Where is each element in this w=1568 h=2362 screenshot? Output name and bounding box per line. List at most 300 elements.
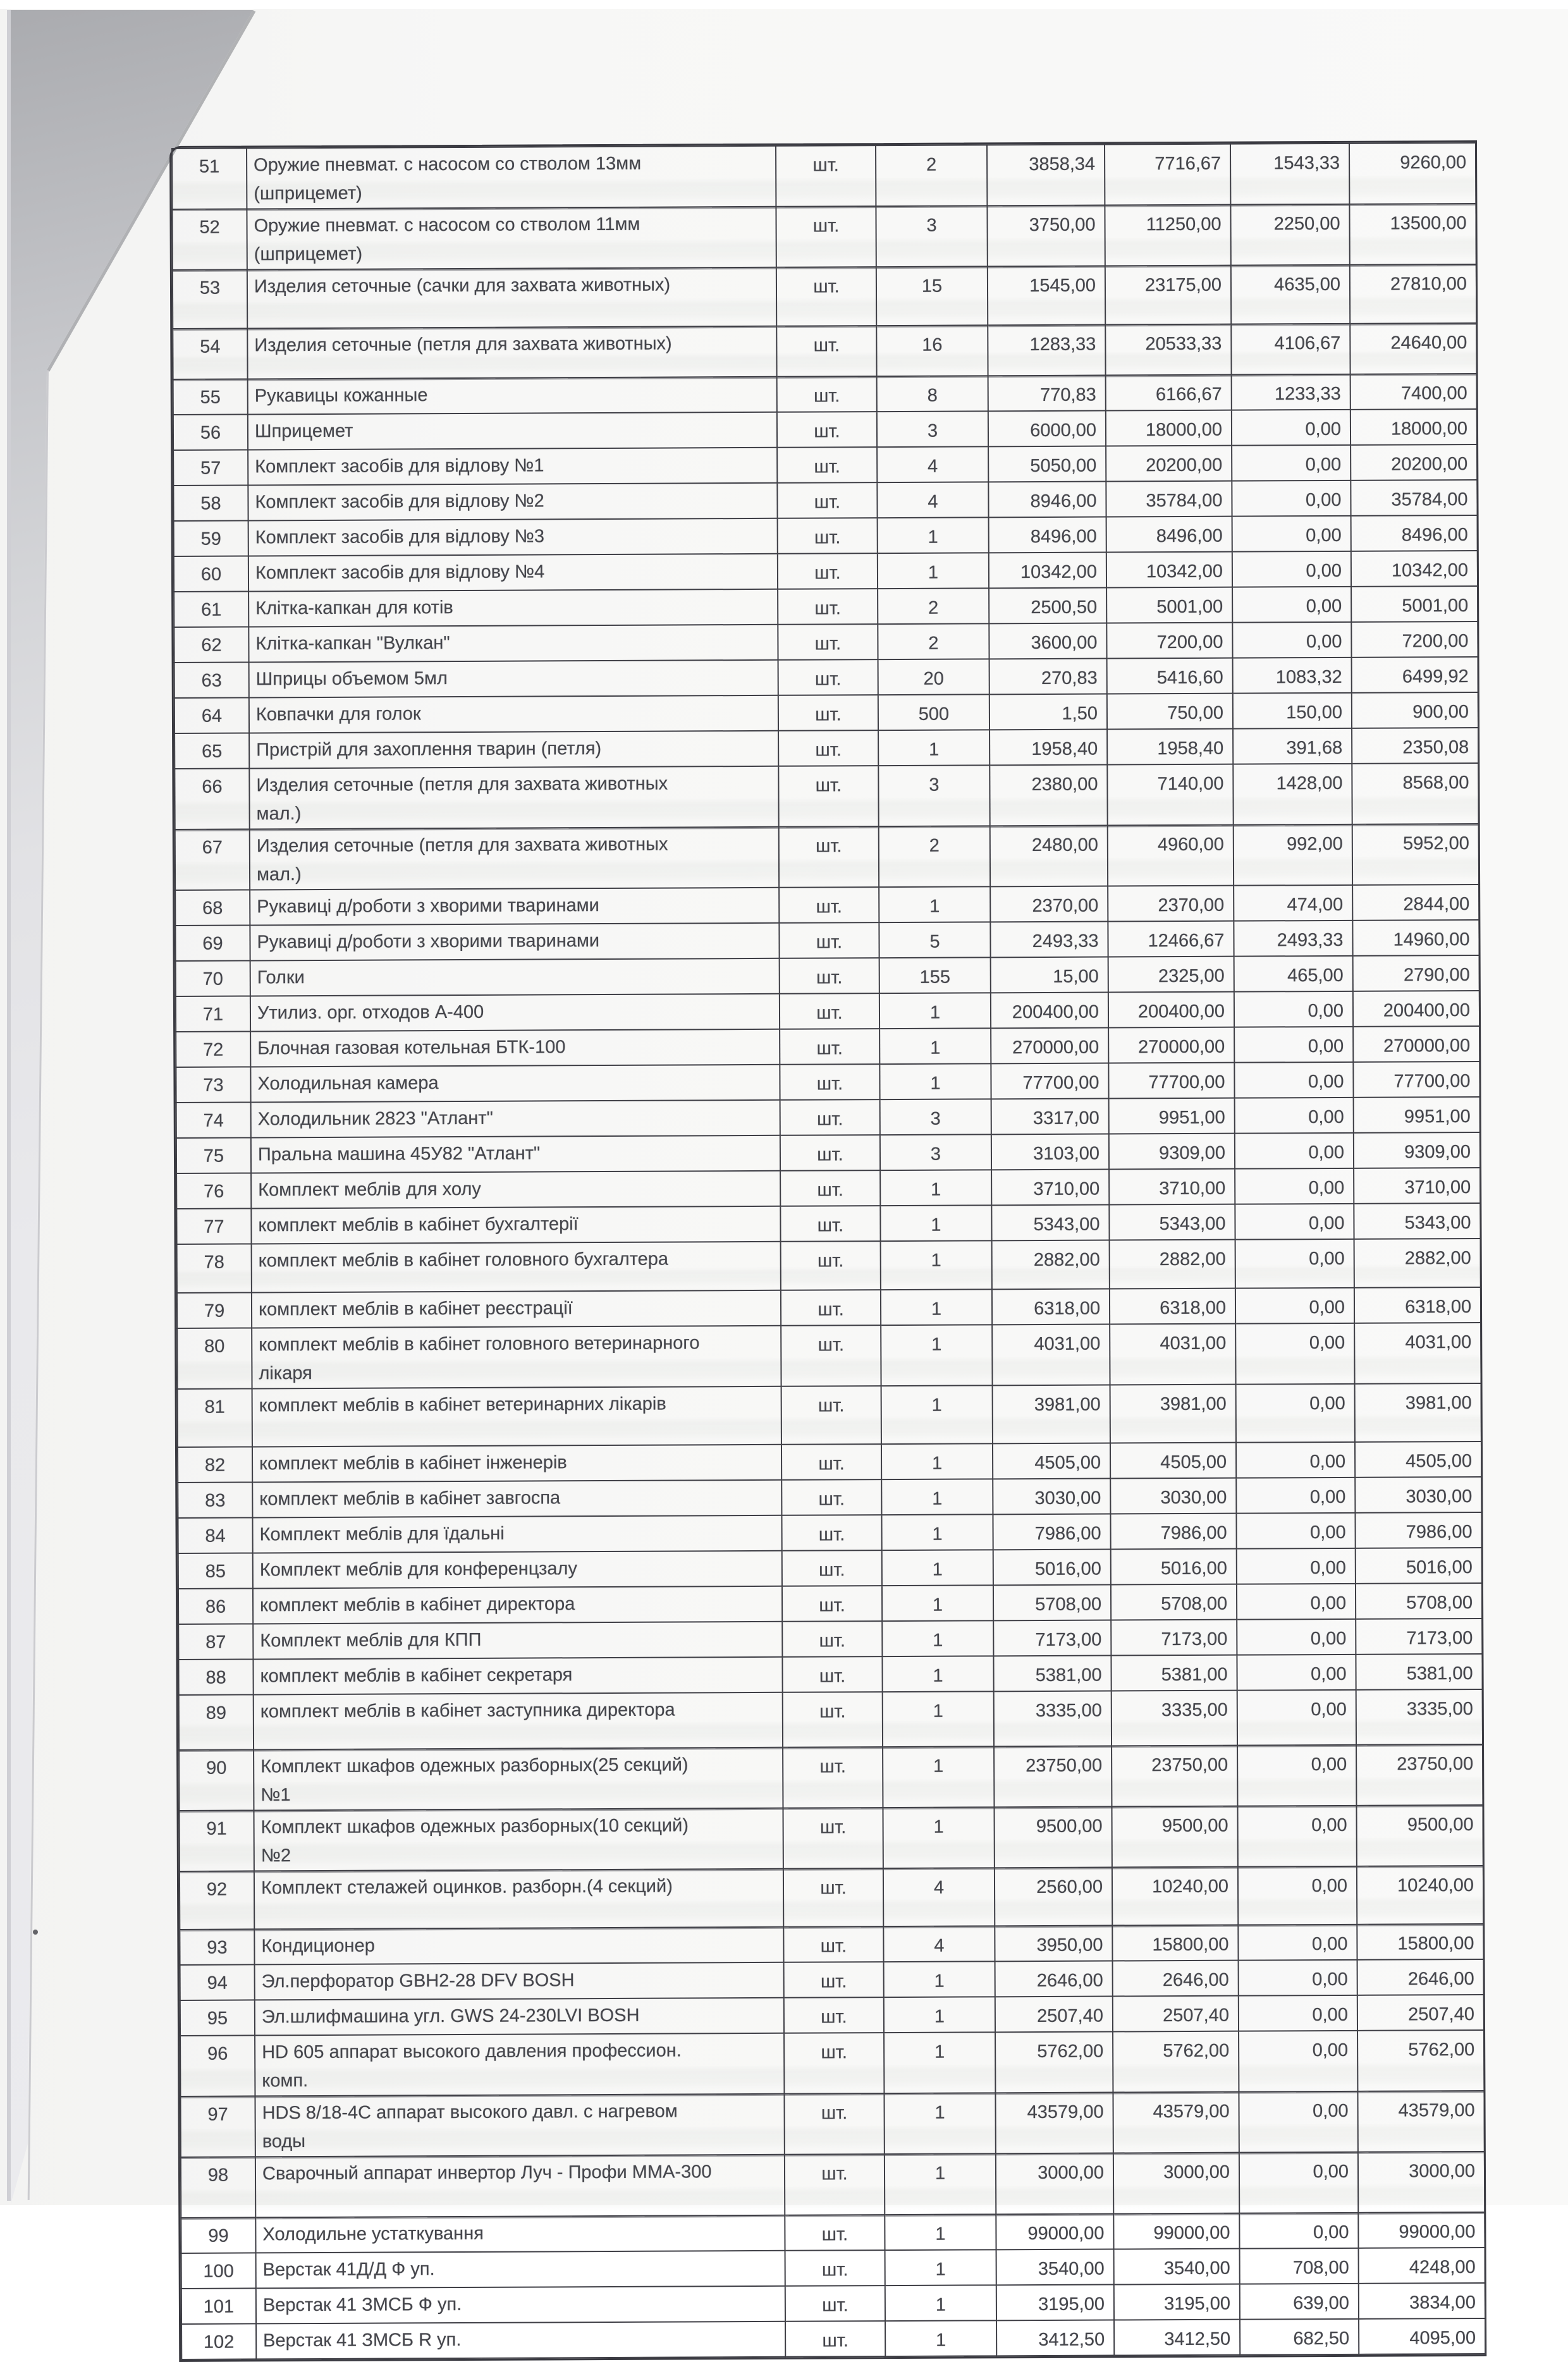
table-row: [175, 824, 1479, 890]
unit-cell: шт.: [778, 624, 878, 660]
unit-price-cell: 1545,00: [988, 266, 1105, 326]
total-cell: 24640,00: [1350, 323, 1476, 374]
row-number-cell: 52: [172, 209, 247, 270]
sum-cell: 77700,00: [1108, 1063, 1234, 1099]
total-cell: 5381,00: [1356, 1654, 1482, 1690]
item-name-cell: Комплект засобів для відлову №3: [248, 518, 778, 556]
unit-cell: шт.: [778, 659, 878, 695]
sum-cell: 2882,00: [1110, 1240, 1235, 1289]
table-row: [178, 1383, 1481, 1447]
inventory-table: [169, 140, 1486, 2362]
row-number-cell: 96: [180, 2035, 255, 2096]
vat-cell: 0,00: [1232, 445, 1351, 481]
unit-cell: шт.: [783, 1926, 883, 1962]
total-cell: 4505,00: [1355, 1441, 1481, 1478]
item-name-cell: Холодильник 2823 "Атлант": [251, 1100, 780, 1138]
quantity-cell: 1: [881, 1514, 993, 1550]
item-name-cell: Оружие пневмат. с насосом со стволом 11мм (шприцемет): [247, 207, 776, 270]
unit-price-cell: 15,00: [991, 957, 1108, 993]
quantity-cell: 1: [880, 1205, 991, 1241]
sum-cell: 4505,00: [1110, 1443, 1236, 1479]
unit-price-cell: 3710,00: [991, 1170, 1109, 1206]
sum-cell: 5762,00: [1113, 2031, 1239, 2093]
vat-cell: 0,00: [1239, 1995, 1357, 2031]
row-number-cell: 68: [175, 890, 250, 926]
table-row: [175, 692, 1478, 733]
row-number-cell: 51: [172, 148, 247, 209]
unit-cell: шт.: [783, 1808, 883, 1869]
quantity-cell: 8: [877, 376, 988, 412]
unit-cell: шт.: [776, 206, 876, 267]
unit-price-cell: 6000,00: [988, 411, 1106, 447]
row-number-cell: 67: [175, 829, 250, 890]
quantity-cell: 16: [876, 325, 988, 376]
row-number-cell: 91: [179, 1810, 254, 1871]
unit-cell: шт.: [778, 589, 878, 625]
unit-price-cell: 1958,40: [989, 730, 1107, 766]
unit-price-cell: 270000,00: [991, 1028, 1108, 1064]
quantity-cell: 1: [881, 1325, 992, 1386]
table-row: [174, 551, 1478, 592]
sum-cell: 35784,00: [1106, 481, 1232, 517]
sum-cell: 3981,00: [1110, 1385, 1236, 1443]
row-number-cell: 83: [178, 1482, 252, 1518]
total-cell: 3335,00: [1356, 1689, 1483, 1745]
row-number-cell: 101: [181, 2288, 256, 2324]
quantity-cell: 15: [876, 266, 988, 326]
quantity-cell: 1: [878, 517, 989, 553]
total-cell: 5762,00: [1357, 2030, 1484, 2091]
quantity-cell: 1: [885, 2214, 996, 2250]
row-number-cell: 84: [178, 1517, 252, 1553]
inventory-table-body: [172, 143, 1485, 2359]
vat-cell: 0,00: [1235, 1168, 1354, 1204]
row-number-cell: 61: [174, 591, 248, 627]
total-cell: 20200,00: [1351, 444, 1477, 480]
vat-cell: 0,00: [1239, 2152, 1358, 2213]
vat-cell: 0,00: [1237, 1548, 1356, 1584]
unit-cell: шт.: [785, 2286, 885, 2322]
vat-cell: 0,00: [1237, 1655, 1356, 1691]
sum-cell: 5343,00: [1109, 1204, 1235, 1240]
sum-cell: 9500,00: [1112, 1806, 1237, 1868]
table-row: [181, 2283, 1485, 2324]
table-row: [176, 1062, 1479, 1103]
row-number-cell: 100: [181, 2253, 256, 2289]
quantity-cell: 3: [880, 1099, 991, 1135]
quantity-cell: 5: [879, 922, 990, 958]
total-cell: 9309,00: [1354, 1132, 1480, 1168]
quantity-cell: 155: [879, 957, 991, 993]
item-name-cell: Холодильне устаткування: [255, 2215, 785, 2253]
vat-cell: 150,00: [1233, 693, 1352, 729]
item-name-cell: комплект меблів в кабінет головного бухгалтера: [252, 1242, 781, 1293]
table-row: [174, 586, 1478, 627]
item-name-cell: Верстак 41Д/Д Ф уп.: [256, 2251, 785, 2289]
sum-cell: 4031,00: [1110, 1324, 1235, 1385]
item-name-cell: Комплект меблів для КПП: [253, 1622, 782, 1660]
item-name-cell: Эл.перфоратор GBH2-28 DFV BOSH: [255, 1962, 784, 2000]
vat-cell: 0,00: [1237, 1584, 1356, 1620]
table-row: [173, 409, 1477, 450]
unit-price-cell: 2380,00: [989, 765, 1107, 826]
quantity-cell: 1: [878, 730, 989, 766]
total-cell: 7986,00: [1355, 1512, 1481, 1548]
total-cell: 5343,00: [1354, 1203, 1480, 1239]
unit-price-cell: 2480,00: [990, 826, 1108, 887]
unit-cell: шт.: [785, 2215, 885, 2251]
item-name-cell: Изделия сеточные (петля для захвата животных мал.): [250, 827, 779, 890]
table-row: [178, 1619, 1482, 1660]
vat-cell: 682,50: [1240, 2319, 1359, 2355]
quantity-cell: 3: [877, 411, 988, 447]
unit-price-cell: 23750,00: [994, 1746, 1112, 1808]
quantity-cell: 4: [877, 446, 988, 482]
item-name-cell: Верстак 41 ЗМСБ R уп.: [256, 2322, 785, 2359]
item-name-cell: Кондиционер: [254, 1927, 783, 1965]
unit-price-cell: 5762,00: [995, 2032, 1113, 2093]
item-name-cell: комплект меблів в кабінет заступника директора: [254, 1692, 783, 1750]
unit-cell: шт.: [780, 1099, 880, 1135]
table-row: [177, 1239, 1481, 1293]
table-row: [173, 264, 1476, 329]
quantity-cell: 1: [883, 1807, 994, 1868]
unit-cell: шт.: [785, 2154, 885, 2215]
item-name-cell: комплект меблів в кабінет головного ветеринарного лікаря: [252, 1326, 781, 1389]
quantity-cell: 1: [882, 1656, 993, 1692]
item-name-cell: Эл.шлифмашина угл. GWS 24-230LVI BOSH: [255, 1998, 784, 2036]
vat-cell: 0,00: [1234, 991, 1353, 1027]
total-cell: 4095,00: [1359, 2318, 1485, 2354]
row-number-cell: 74: [176, 1102, 251, 1138]
unit-price-cell: 7173,00: [993, 1620, 1111, 1656]
unit-price-cell: 3195,00: [996, 2285, 1114, 2321]
quantity-cell: 1: [884, 1961, 995, 1997]
table-row: [176, 1203, 1480, 1244]
sum-cell: 4960,00: [1108, 825, 1234, 886]
row-number-cell: 75: [176, 1137, 251, 1173]
total-cell: 3710,00: [1354, 1168, 1480, 1204]
unit-price-cell: 7986,00: [993, 1514, 1110, 1550]
vat-cell: 0,00: [1235, 1204, 1354, 1240]
item-name-cell: Холодильная камера: [250, 1065, 780, 1103]
table-row: [177, 1287, 1481, 1328]
row-number-cell: 88: [178, 1659, 253, 1695]
item-name-cell: Рукавиці д/роботи з хворими тваринами: [250, 888, 779, 926]
sum-cell: 15800,00: [1112, 1925, 1238, 1961]
item-name-cell: Ковпачки для голок: [249, 695, 778, 733]
unit-price-cell: 6318,00: [992, 1289, 1110, 1325]
item-name-cell: Пральна машина 45У82 "Атлант": [251, 1135, 780, 1173]
unit-price-cell: 4505,00: [993, 1443, 1110, 1479]
item-name-cell: HD 605 аппарат высокого давления профессион. комп.: [255, 2033, 784, 2096]
unit-price-cell: 2370,00: [990, 886, 1108, 922]
unit-cell: шт.: [784, 1997, 884, 2033]
unit-price-cell: 3950,00: [995, 1926, 1112, 1962]
unit-price-cell: 43579,00: [995, 2093, 1113, 2154]
row-number-cell: 64: [175, 697, 249, 733]
sum-cell: 2325,00: [1108, 957, 1234, 993]
table-row: [176, 1026, 1479, 1067]
total-cell: 13500,00: [1349, 204, 1476, 265]
item-name-cell: комплект меблів в кабінет секретаря: [253, 1657, 782, 1695]
vat-cell: 0,00: [1239, 2091, 1357, 2153]
item-name-cell: Верстак 41 ЗМСБ Ф уп.: [256, 2286, 785, 2324]
table-row: [177, 1323, 1481, 1389]
sum-cell: 10240,00: [1112, 1867, 1238, 1926]
sum-cell: 3540,00: [1114, 2249, 1240, 2285]
row-number-cell: 73: [176, 1067, 250, 1103]
row-number-cell: 81: [178, 1388, 252, 1447]
unit-price-cell: 3412,50: [996, 2320, 1114, 2356]
quantity-cell: 3: [878, 765, 989, 826]
table-row: [179, 1689, 1483, 1750]
total-cell: 4031,00: [1354, 1323, 1481, 1384]
total-cell: 3834,00: [1359, 2283, 1485, 2319]
sum-cell: 7200,00: [1106, 623, 1232, 659]
total-cell: 200400,00: [1353, 991, 1479, 1027]
unit-cell: шт.: [779, 922, 879, 958]
item-name-cell: Оружие пневмат. с насосом со стволом 13мм (шприцемет): [247, 146, 776, 209]
total-cell: 5001,00: [1351, 586, 1478, 622]
quantity-cell: 1: [881, 1240, 992, 1290]
unit-cell: шт.: [776, 326, 876, 377]
total-cell: 8568,00: [1352, 763, 1478, 824]
unit-cell: шт.: [781, 1479, 881, 1515]
total-cell: 18000,00: [1351, 409, 1477, 445]
row-number-cell: 66: [175, 768, 249, 829]
vat-cell: 0,00: [1239, 1960, 1357, 1996]
unit-price-cell: 3103,00: [991, 1134, 1109, 1170]
quantity-cell: 2: [879, 826, 990, 887]
total-cell: 15800,00: [1357, 1924, 1483, 1960]
unit-cell: шт.: [781, 1290, 881, 1326]
table-row: [180, 2091, 1484, 2157]
scanner-groove-line: [7, 10, 11, 2201]
item-name-cell: Блочная газовая котельная БТК-100: [250, 1029, 780, 1067]
table-row: [176, 991, 1479, 1032]
unit-price-cell: 9500,00: [994, 1807, 1112, 1868]
table-row: [173, 323, 1476, 379]
quantity-cell: 1: [879, 1063, 991, 1099]
unit-cell: шт.: [778, 553, 878, 589]
unit-cell: шт.: [784, 2093, 884, 2155]
unit-cell: шт.: [777, 482, 877, 518]
quantity-cell: 1: [881, 1479, 993, 1515]
sum-cell: 5001,00: [1106, 587, 1232, 623]
sum-cell: 3000,00: [1113, 2153, 1239, 2214]
table-row: [175, 884, 1479, 926]
quantity-cell: 1: [878, 553, 989, 589]
total-cell: 7173,00: [1356, 1619, 1482, 1655]
unit-cell: шт.: [780, 958, 879, 994]
table-row: [179, 1744, 1483, 1811]
item-name-cell: Пристрій для захоплення тварин (петля): [249, 731, 778, 769]
quantity-cell: 2: [876, 145, 987, 206]
quantity-cell: 1: [882, 1550, 993, 1586]
vat-cell: 0,00: [1237, 1619, 1356, 1655]
unit-cell: шт.: [781, 1241, 881, 1290]
table-row: [180, 1995, 1484, 2036]
unit-cell: шт.: [782, 1656, 882, 1692]
item-name-cell: Голки: [250, 958, 780, 996]
quantity-cell: 4: [883, 1868, 995, 1926]
vat-cell: 465,00: [1234, 956, 1353, 992]
item-name-cell: комплект меблів в кабінет ветеринарних лікарів: [252, 1386, 781, 1447]
sum-cell: 200400,00: [1108, 992, 1234, 1028]
quantity-cell: 1: [882, 1585, 993, 1621]
unit-price-cell: 99000,00: [996, 2214, 1113, 2250]
row-number-cell: 95: [180, 2000, 255, 2036]
unit-price-cell: 1283,33: [988, 325, 1105, 376]
quantity-cell: 1: [881, 1385, 993, 1444]
sum-cell: 6318,00: [1110, 1288, 1235, 1325]
row-number-cell: 72: [176, 1031, 250, 1067]
total-cell: 900,00: [1352, 692, 1478, 728]
quantity-cell: 1: [884, 1997, 995, 2033]
vat-cell: 0,00: [1238, 1866, 1357, 1925]
total-cell: 23750,00: [1356, 1744, 1483, 1806]
table-row: [179, 1805, 1483, 1871]
quantity-cell: 1: [881, 1443, 993, 1479]
sum-cell: 3030,00: [1110, 1478, 1236, 1514]
unit-cell: шт.: [777, 412, 877, 448]
unit-cell: шт.: [781, 1444, 881, 1480]
unit-price-cell: 4031,00: [992, 1325, 1110, 1386]
total-cell: 5708,00: [1356, 1583, 1482, 1619]
row-number-cell: 54: [173, 328, 247, 379]
vat-cell: 2493,33: [1234, 921, 1352, 957]
quantity-cell: 20: [878, 659, 989, 695]
item-name-cell: Шприцы объемом 5мл: [249, 660, 778, 698]
sum-cell: 5381,00: [1111, 1655, 1237, 1691]
quantity-cell: 1: [880, 1170, 991, 1206]
vat-cell: 0,00: [1234, 1027, 1353, 1063]
row-number-cell: 78: [177, 1244, 252, 1293]
row-number-cell: 80: [177, 1328, 252, 1389]
unit-price-cell: 3858,34: [987, 145, 1105, 206]
table-row: [180, 1924, 1483, 1965]
unit-price-cell: 200400,00: [991, 993, 1108, 1029]
unit-price-cell: 3540,00: [996, 2249, 1114, 2286]
sum-cell: 3412,50: [1114, 2320, 1240, 2356]
total-cell: 9951,00: [1354, 1097, 1480, 1133]
quantity-cell: 2: [878, 623, 989, 659]
table-row: [175, 763, 1478, 829]
row-number-cell: 70: [176, 960, 250, 996]
vat-cell: 4106,67: [1231, 324, 1350, 375]
row-number-cell: 98: [181, 2157, 255, 2218]
sum-cell: 7716,67: [1105, 144, 1230, 205]
row-number-cell: 55: [173, 379, 248, 415]
item-name-cell: Сварочный аппарат инвертор Луч - Профи ММА-300: [255, 2155, 785, 2218]
row-number-cell: 60: [174, 556, 248, 592]
row-number-cell: 99: [181, 2217, 255, 2253]
quantity-cell: 1: [884, 2032, 995, 2093]
row-number-cell: 87: [178, 1624, 253, 1660]
total-cell: 2790,00: [1353, 955, 1479, 991]
total-cell: 5016,00: [1356, 1548, 1482, 1584]
vat-cell: 0,00: [1236, 1442, 1355, 1478]
total-cell: 99000,00: [1358, 2212, 1485, 2248]
item-name-cell: Комплект стелажей оцинков. разборн.(4 секций): [254, 1869, 783, 1930]
vat-cell: 0,00: [1235, 1239, 1354, 1288]
row-number-cell: 76: [176, 1173, 251, 1209]
sum-cell: 10342,00: [1106, 552, 1232, 588]
vat-cell: 0,00: [1239, 2031, 1357, 2092]
row-number-cell: 71: [176, 996, 250, 1032]
item-name-cell: Рукавицы кожанные: [248, 377, 777, 415]
unit-price-cell: 3750,00: [987, 205, 1105, 267]
unit-price-cell: 5708,00: [993, 1585, 1111, 1621]
unit-price-cell: 2500,50: [989, 588, 1106, 624]
total-cell: 270000,00: [1353, 1026, 1479, 1062]
unit-cell: шт.: [778, 695, 878, 731]
total-cell: 9260,00: [1349, 143, 1476, 204]
vat-cell: 2250,00: [1230, 204, 1349, 266]
item-name-cell: Клітка-капкан для котів: [248, 589, 778, 627]
total-cell: 10342,00: [1351, 551, 1478, 587]
unit-cell: шт.: [778, 730, 878, 766]
vat-cell: 474,00: [1234, 885, 1352, 921]
unit-price-cell: 3981,00: [993, 1385, 1110, 1444]
total-cell: 2350,08: [1352, 728, 1478, 764]
total-cell: 2882,00: [1354, 1239, 1481, 1288]
table-row: [178, 1512, 1481, 1553]
unit-cell: шт.: [776, 267, 876, 326]
quantity-cell: 1: [879, 993, 991, 1029]
item-name-cell: Утилиз. орг. отходов А-400: [250, 994, 780, 1032]
unit-cell: шт.: [778, 766, 878, 827]
unit-price-cell: 8946,00: [988, 482, 1106, 518]
sum-cell: 7986,00: [1110, 1514, 1236, 1550]
total-cell: 6318,00: [1354, 1287, 1481, 1323]
sum-cell: 3335,00: [1112, 1691, 1237, 1746]
vat-cell: 0,00: [1232, 516, 1351, 552]
quantity-cell: 1: [881, 1289, 992, 1325]
unit-price-cell: 3335,00: [994, 1691, 1112, 1747]
unit-cell: шт.: [784, 2033, 884, 2094]
unit-price-cell: 3000,00: [996, 2153, 1113, 2215]
row-number-cell: 62: [174, 627, 248, 663]
unit-cell: шт.: [778, 518, 878, 554]
unit-cell: шт.: [783, 1747, 883, 1808]
vat-cell: 0,00: [1235, 1288, 1354, 1324]
vat-cell: 0,00: [1237, 1806, 1356, 1867]
row-number-cell: 56: [173, 414, 248, 450]
sum-cell: 7173,00: [1111, 1620, 1237, 1656]
unit-price-cell: 5050,00: [988, 446, 1106, 482]
row-number-cell: 102: [181, 2323, 256, 2359]
row-number-cell: 59: [174, 520, 248, 556]
unit-cell: шт.: [782, 1586, 882, 1622]
sum-cell: 12466,67: [1108, 921, 1234, 957]
unit-price-cell: 2493,33: [990, 922, 1108, 958]
vat-cell: 0,00: [1234, 1062, 1353, 1098]
unit-cell: шт.: [780, 1170, 880, 1206]
item-name-cell: HDS 8/18-4C аппарат высокого давл. с нагревом воды: [255, 2094, 784, 2157]
total-cell: 35784,00: [1351, 480, 1477, 516]
vat-cell: 0,00: [1232, 410, 1351, 446]
vat-cell: 708,00: [1240, 2248, 1359, 2284]
sum-cell: 43579,00: [1113, 2092, 1239, 2153]
unit-price-cell: 5381,00: [993, 1656, 1111, 1692]
unit-cell: шт.: [785, 2250, 885, 2286]
table-row: [178, 1477, 1481, 1518]
row-number-cell: 94: [180, 1964, 255, 2000]
item-name-cell: комплект меблів в кабінет реєстрації: [252, 1290, 781, 1328]
vat-cell: 0,00: [1236, 1384, 1355, 1443]
